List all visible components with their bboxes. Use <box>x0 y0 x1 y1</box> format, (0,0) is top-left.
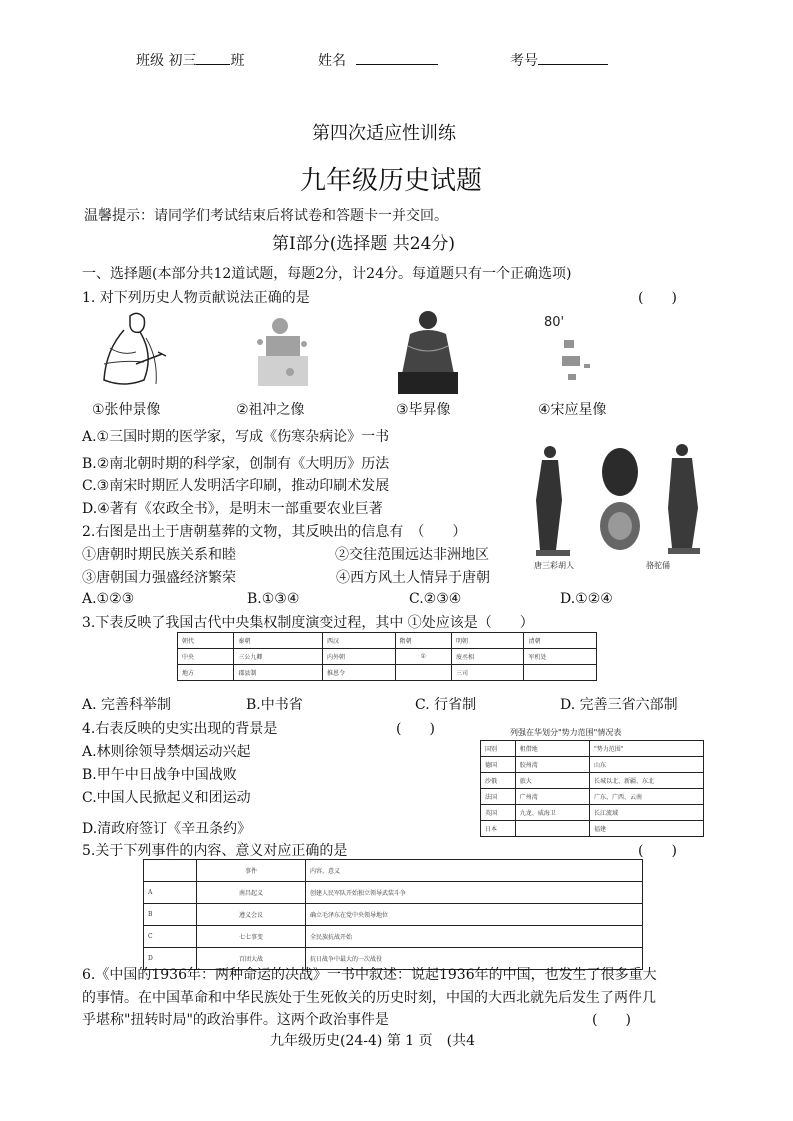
table-cell: 百团大战 <box>197 948 306 970</box>
q5-paren: ( ) <box>638 843 677 859</box>
table-cell: 抗日战争中最大的一次战役 <box>306 948 643 970</box>
q2-option-c: C.②③④ <box>409 591 462 607</box>
table-cell: 推恩令 <box>323 665 396 681</box>
table-cell: 国别 <box>481 741 516 757</box>
part1-title: 第Ⅰ部分(选择题 共24分) <box>272 234 456 254</box>
q1-option-c: C.③南宋时期匠人发明活字印刷，推动印刷术发展 <box>82 478 390 494</box>
table-row <box>481 773 704 789</box>
q2-item-4: ④西方风土人情异于唐朝 <box>336 570 490 586</box>
table-cell: 三司 <box>451 665 524 681</box>
exam-title: 九年级历史试题 <box>300 166 483 196</box>
table-cell: 南昌起义 <box>197 882 306 904</box>
table-cell: 秦朝 <box>234 633 323 649</box>
q3-option-d: D. 完善三省六部制 <box>560 697 678 713</box>
table-cell: 内外朝 <box>323 649 396 665</box>
class-suffix: 班 <box>230 53 245 69</box>
q1-caption-1: ①张仲景像 <box>92 402 161 418</box>
table-cell: 废丞相 <box>451 649 524 665</box>
table-row <box>481 789 704 805</box>
class-label: 班级 初三 <box>136 53 197 69</box>
table-row <box>481 821 704 837</box>
q6-line-1: 6.《中国的1936年：两种命运的决战》一书中叙述：说起1936年的中国，也发生了很多重大 <box>82 967 657 983</box>
q5-stem: 5.关于下列事件的内容、意义对应正确的是 <box>82 843 348 859</box>
table-cell: 中央 <box>178 649 234 665</box>
q3-table <box>177 632 597 681</box>
portrait-song-yingxing <box>540 312 610 394</box>
q4-stem: 4.右表反映的史实出现的背景是 <box>82 721 278 737</box>
table-cell: 长江流域 <box>590 805 704 821</box>
q1-stem: 1. 对下列历史人物贡献说法正确的是 <box>82 290 310 306</box>
q3-option-c: C. 行省制 <box>415 697 477 713</box>
table-cell <box>524 665 597 681</box>
table-cell: 清朝 <box>524 633 597 649</box>
table-cell: 日本 <box>481 821 516 837</box>
table-row <box>481 741 704 757</box>
q1-option-a: A.①三国时期的医学家，写成《伤寒杂病论》一书 <box>82 429 390 445</box>
table-row <box>481 805 704 821</box>
page-footer: 九年级历史(24-4) 第 1 页 (共4 <box>270 1033 476 1049</box>
table-cell: 三公九卿 <box>234 649 323 665</box>
q2-item-3: ③唐朝国力强盛经济繁荣 <box>82 570 236 586</box>
q1-caption-3: ③毕昇像 <box>396 402 451 418</box>
q2-stem: 2.右图是出土于唐朝墓葬的文物，其反映出的信息有 （ ） <box>82 524 467 540</box>
table-cell: 德国 <box>481 757 516 773</box>
section1-heading: 一、选择题(本部分共12道试题，每题2分，计24分。每道题只有一个正确选项) <box>82 266 572 282</box>
q2-option-a: A.①②③ <box>82 591 135 607</box>
table-cell: 法国 <box>481 789 516 805</box>
table-cell: 沙俄 <box>481 773 516 789</box>
table-cell: 英国 <box>481 805 516 821</box>
q2-item-1: ①唐朝时期民族关系和睦 <box>82 547 236 563</box>
portrait-zu-chongzhi <box>240 312 326 394</box>
table-cell: 七七事变 <box>197 926 306 948</box>
table-row <box>178 665 597 681</box>
table-cell: ① <box>395 649 451 665</box>
table-row <box>481 757 704 773</box>
table-row <box>178 633 597 649</box>
table-cell: 明朝 <box>451 633 524 649</box>
table-cell: 西汉 <box>323 633 396 649</box>
q4-option-d: D.清政府签订《辛丑条约》 <box>82 821 252 837</box>
table-cell: 确立毛泽东在党中央领导地位 <box>306 904 643 926</box>
table-cell: B <box>144 904 197 926</box>
table-row <box>144 926 643 948</box>
table-cell <box>144 860 197 882</box>
q5-table <box>143 859 643 970</box>
q4-table <box>480 740 704 837</box>
table-cell: 九龙、威海卫 <box>515 805 589 821</box>
q4-table-title: 列强在华划分"势力范围"情况表 <box>510 728 622 737</box>
q4-option-c: C.中国人民掀起义和团运动 <box>82 790 251 806</box>
q6-paren: ( ) <box>592 1012 631 1028</box>
q1-option-d: D.④著有《农政全书》，是明末一部重要农业巨著 <box>82 501 383 517</box>
tang-photo-caption: 唐三彩胡人 骆驼俑 <box>534 561 670 570</box>
table-cell: 军机处 <box>524 649 597 665</box>
statue-bi-sheng <box>388 306 468 398</box>
q2-option-d: D.①②④ <box>560 591 613 607</box>
number-blank[interactable] <box>538 50 608 65</box>
q4-paren: ( ) <box>396 721 435 737</box>
q3-option-b: B.中书省 <box>246 697 303 713</box>
table-cell: 创建人民军队开始独立领导武装斗争 <box>306 882 643 904</box>
table-cell <box>395 665 451 681</box>
q6-line-2: 的事情。在中国革命和中华民族处于生死攸关的历史时刻，中国的大西北就先后发生了两件几 <box>82 990 656 1006</box>
portrait-zhang-zhongjing <box>96 308 176 398</box>
table-cell: 胶州湾 <box>515 757 589 773</box>
name-blank[interactable] <box>356 50 438 65</box>
table-cell: 广州湾 <box>515 789 589 805</box>
table-cell: 全民族抗战开始 <box>306 926 643 948</box>
q6-line-3: 乎堪称"扭转时局"的政治事件。这两个政治事件是 <box>82 1012 389 1028</box>
table-cell: 山东 <box>590 757 704 773</box>
table-row <box>178 649 597 665</box>
table-cell: 郡县制 <box>234 665 323 681</box>
table-cell: 广东、广西、云南 <box>590 789 704 805</box>
table-cell: 地方 <box>178 665 234 681</box>
number-label: 考号 <box>510 53 538 69</box>
exam-subtitle: 第四次适应性训练 <box>312 123 456 144</box>
tang-artifacts-photo <box>528 440 710 572</box>
table-cell: 事件 <box>197 860 306 882</box>
table-row <box>144 904 643 926</box>
table-cell: 内容、意义 <box>306 860 643 882</box>
table-cell <box>515 821 589 837</box>
table-cell: 朝代 <box>178 633 234 649</box>
table-cell: C <box>144 926 197 948</box>
q2-item-2: ②交往范围远达非洲地区 <box>335 547 489 563</box>
q4-option-a: A.林则徐领导禁烟运动兴起 <box>82 744 251 760</box>
table-cell: 隋朝 <box>395 633 451 649</box>
q3-stem: 3.下表反映了我国古代中央集权制度演变过程，其中 ①处应该是（ ） <box>82 615 534 631</box>
name-label: 姓名 <box>318 53 346 69</box>
table-cell: 租借地 <box>515 741 589 757</box>
q2-option-b: B.①③④ <box>247 591 300 607</box>
q1-caption-4: ④宋应星像 <box>538 402 607 418</box>
notice: 温馨提示：请同学们考试结束后将试卷和答题卡一并交回。 <box>84 208 448 224</box>
table-row <box>144 860 643 882</box>
q4-option-b: B.甲午中日战争中国战败 <box>82 767 237 783</box>
table-cell: 长城以北、新疆、东北 <box>590 773 704 789</box>
class-blank[interactable] <box>196 50 230 65</box>
q1-caption-2: ②祖冲之像 <box>236 402 305 418</box>
table-row <box>144 882 643 904</box>
table-cell: A <box>144 882 197 904</box>
table-cell: "势力范围" <box>590 741 704 757</box>
table-cell: 旅大 <box>515 773 589 789</box>
q3-option-a: A. 完善科举制 <box>82 697 172 713</box>
table-cell: 福建 <box>590 821 704 837</box>
q1-paren: ( ) <box>638 290 677 306</box>
svg-text:80': 80' <box>544 315 565 330</box>
q1-option-b: B.②南北朝时期的科学家，创制有《大明历》历法 <box>82 456 390 472</box>
table-cell: 遵义会议 <box>197 904 306 926</box>
table-cell: D <box>144 948 197 970</box>
